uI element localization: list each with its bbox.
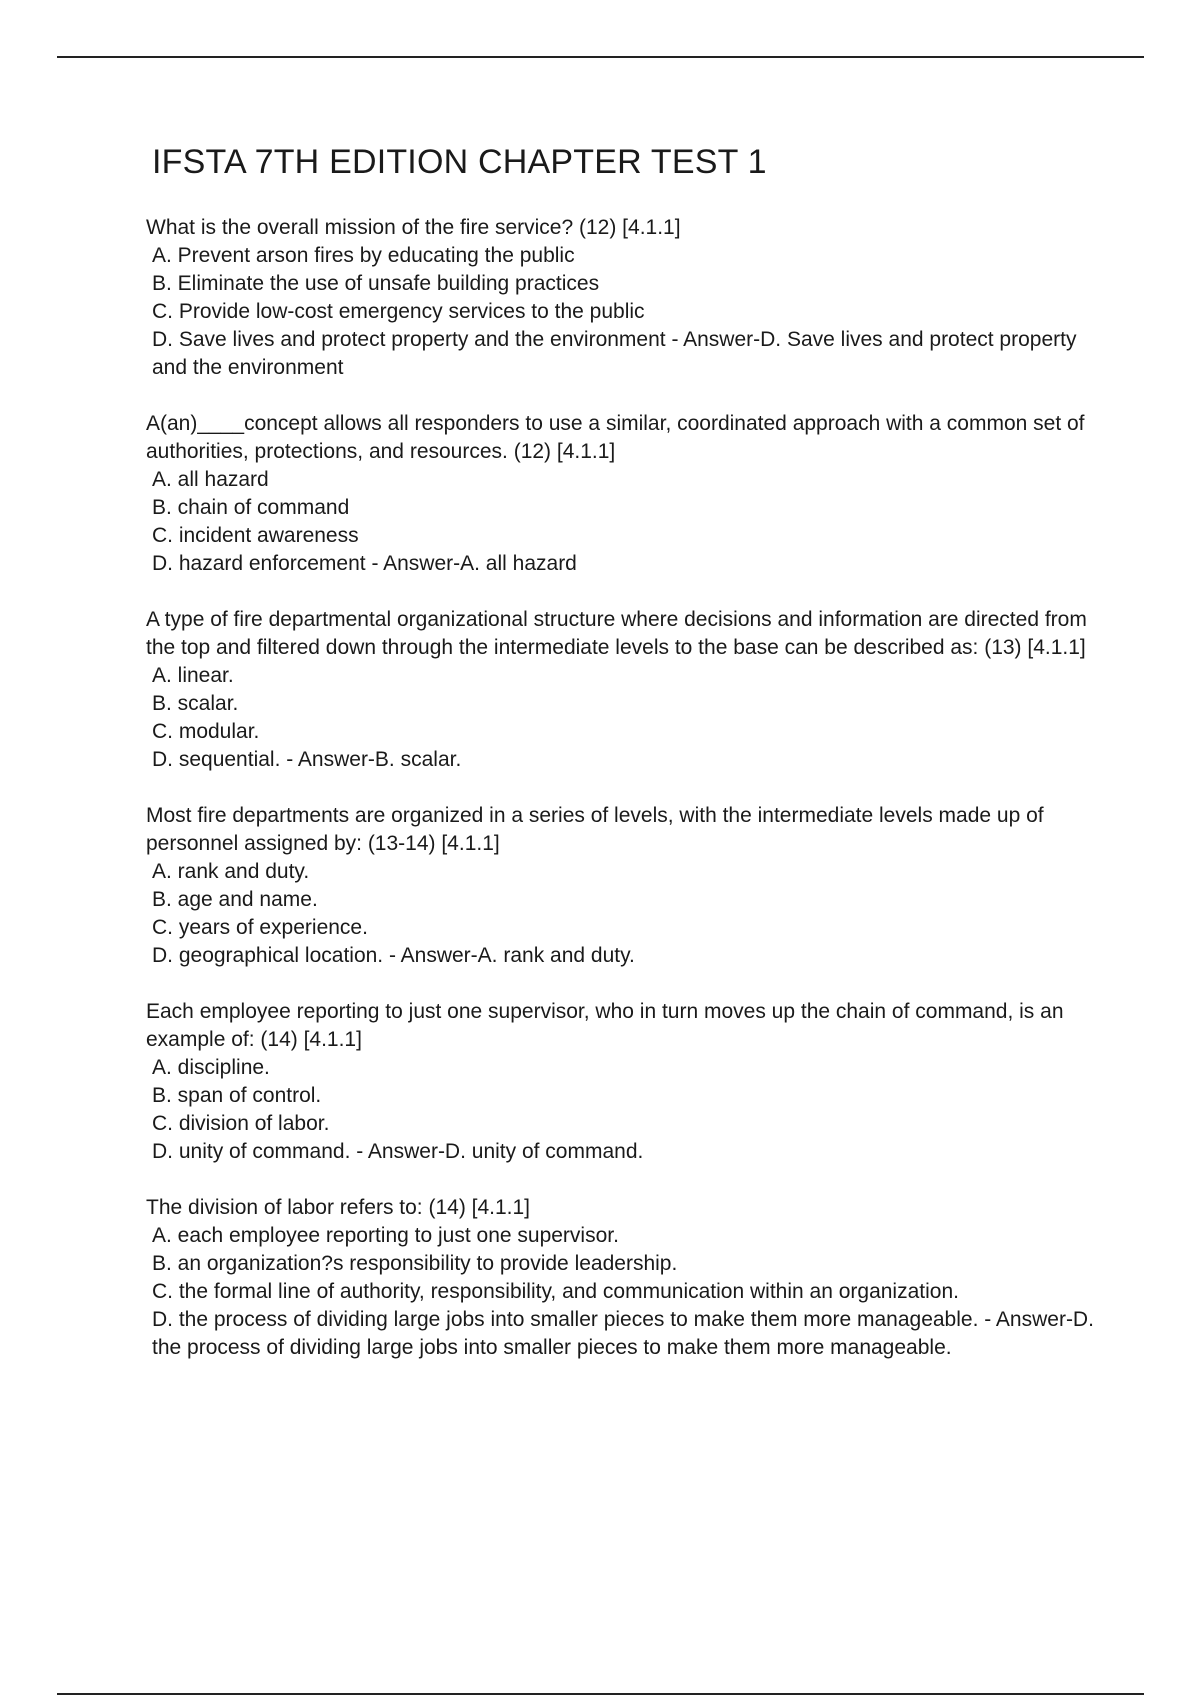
option-c: C. the formal line of authority, responsibility, and communication within an organization. xyxy=(152,1280,959,1303)
top-divider xyxy=(57,56,1144,58)
option-d-with-answer: D. unity of command. - Answer-D. unity of command. xyxy=(152,1140,644,1163)
option-a: A. rank and duty. xyxy=(152,860,310,883)
option-d-with-answer: D. the process of dividing large jobs into smaller pieces to make them more manageable. - Answer-D. the process of dividing large jobs into smaller pieces to make them more manageable. xyxy=(152,1308,1094,1359)
option-c: C. Provide low-cost emergency services to the public xyxy=(152,300,645,323)
question-stem: What is the overall mission of the fire service? (12) [4.1.1] xyxy=(146,216,681,239)
question-list xyxy=(146,214,1094,1390)
question-stem: The division of labor refers to: (14) [4.1.1] xyxy=(146,1196,531,1219)
option-d-with-answer: D. sequential. - Answer-B. scalar. xyxy=(152,748,462,771)
question-5 xyxy=(146,998,1094,1166)
option-b: B. scalar. xyxy=(152,692,239,715)
option-a: A. Prevent arson fires by educating the public xyxy=(152,244,575,267)
option-c: C. incident awareness xyxy=(152,524,359,547)
bottom-divider xyxy=(57,1693,1144,1695)
option-c: C. division of labor. xyxy=(152,1112,330,1135)
question-1 xyxy=(146,214,1094,382)
question-4 xyxy=(146,802,1094,970)
option-b: B. chain of command xyxy=(152,496,350,519)
question-6 xyxy=(146,1194,1094,1362)
question-stem: A type of fire departmental organizational structure where decisions and information are directed from the top and filtered down through the intermediate levels to the base can be described as: (13) [4.1.1] xyxy=(146,608,1087,659)
question-stem: Each employee reporting to just one supervisor, who in turn moves up the chain of command, is an example of: (14) [4.1.1] xyxy=(146,1000,1064,1051)
question-stem: A(an)____concept allows all responders to use a similar, coordinated approach with a common set of authorities, protections, and resources. (12) [4.1.1] xyxy=(146,412,1085,463)
option-b: B. age and name. xyxy=(152,888,318,911)
question-stem: Most fire departments are organized in a series of levels, with the intermediate levels made up of personnel assigned by: (13-14) [4.1.1] xyxy=(146,804,1044,855)
option-a: A. all hazard xyxy=(152,468,269,491)
option-b: B. an organization?s responsibility to provide leadership. xyxy=(152,1252,678,1275)
option-a: A. discipline. xyxy=(152,1056,270,1079)
option-c: C. years of experience. xyxy=(152,916,368,939)
option-c: C. modular. xyxy=(152,720,260,743)
option-b: B. Eliminate the use of unsafe building practices xyxy=(152,272,600,295)
option-d-with-answer: D. hazard enforcement - Answer-A. all hazard xyxy=(152,552,577,575)
option-b: B. span of control. xyxy=(152,1084,322,1107)
question-2 xyxy=(146,410,1094,578)
option-d-with-answer: D. geographical location. - Answer-A. rank and duty. xyxy=(152,944,635,967)
option-d-with-answer: D. Save lives and protect property and the environment - Answer-D. Save lives and protect property and the environment xyxy=(152,328,1077,379)
option-a: A. linear. xyxy=(152,664,234,687)
question-3 xyxy=(146,606,1094,774)
option-a: A. each employee reporting to just one supervisor. xyxy=(152,1224,619,1247)
page-title: IFSTA 7TH EDITION CHAPTER TEST 1 xyxy=(152,143,767,181)
